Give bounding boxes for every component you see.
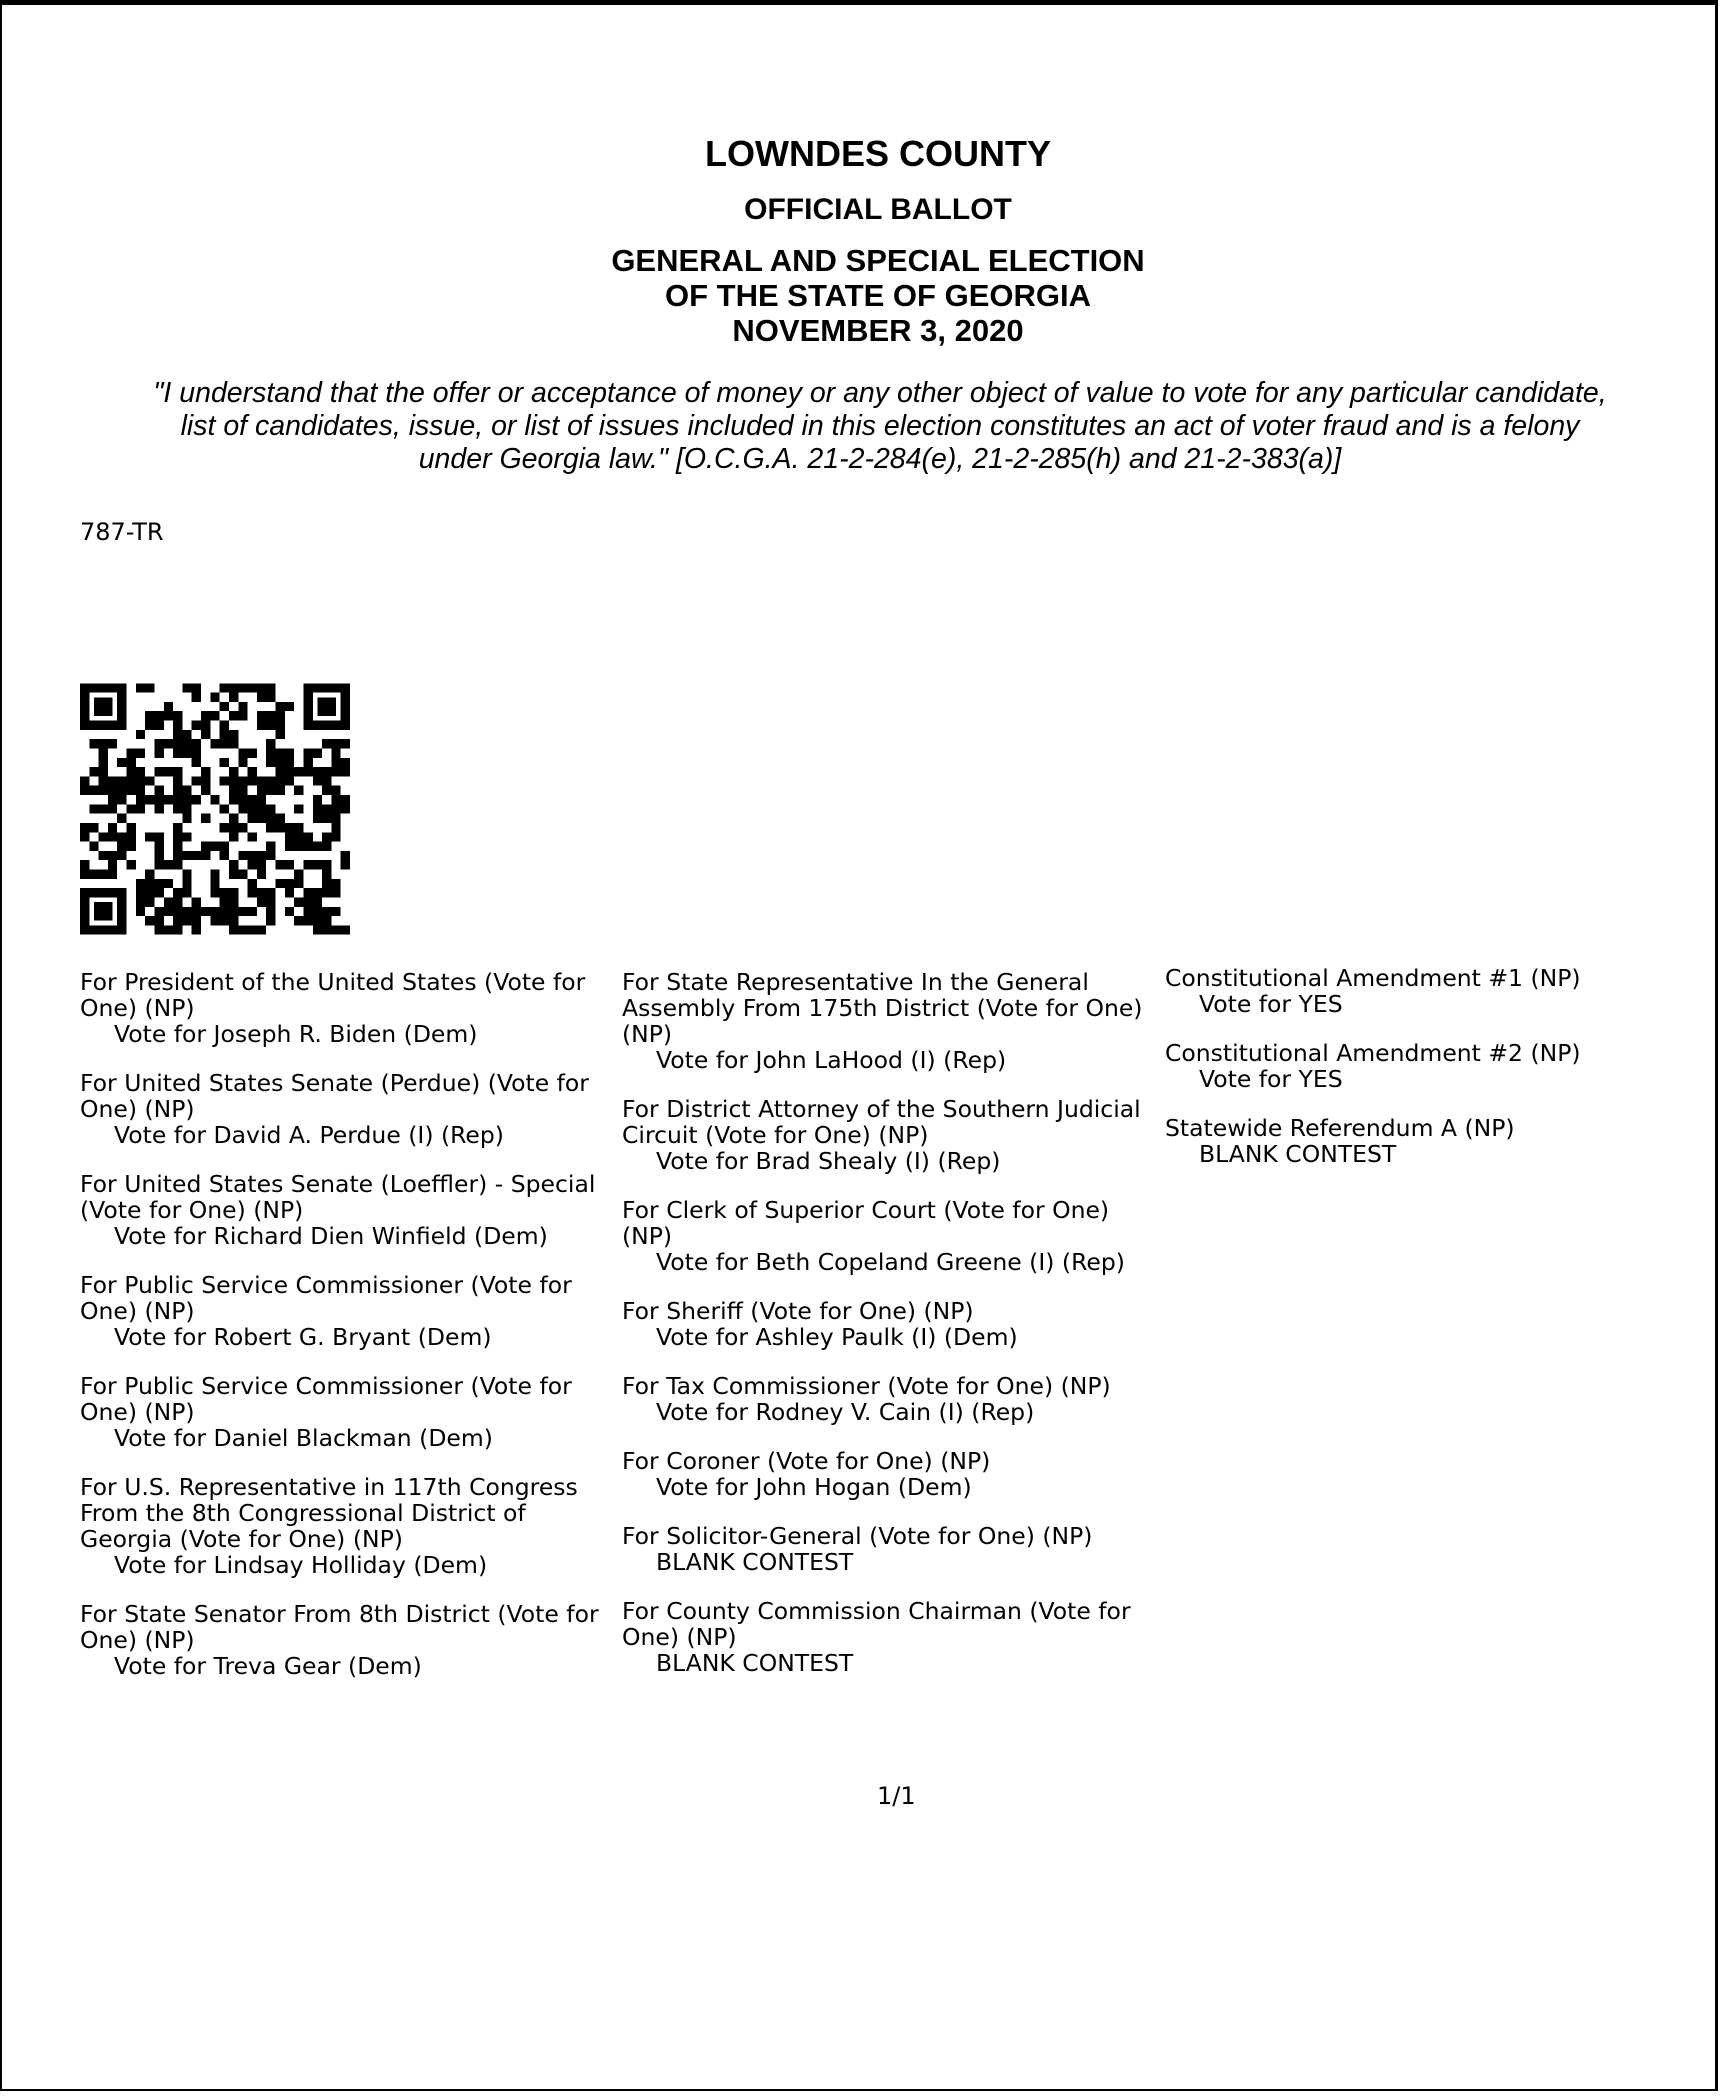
contest-block	[80, 1272, 610, 1350]
contest-block	[80, 1171, 610, 1249]
contest-column-3	[1165, 965, 1725, 1190]
contest-title: Constitutional Amendment #1 (NP)	[1165, 964, 1581, 992]
contest-block	[622, 1298, 1162, 1350]
contest-title: For District Attorney of the Southern Judicial Circuit (Vote for One) (NP)	[622, 1095, 1141, 1149]
contest-title: For U.S. Representative in 117th Congress From the 8th Congressional District of Georgia (Vote for One) (NP)	[80, 1473, 578, 1553]
contest-block	[1165, 1115, 1725, 1167]
oath-line: list of candidates, issue, or list of issues included in this election constitutes an act of voter fraud and is a felony	[180, 410, 1580, 442]
contest-selection: Vote for David A. Perdue (I) (Rep)	[114, 1121, 504, 1149]
contest-title: For Tax Commissioner (Vote for One) (NP)	[622, 1372, 1111, 1400]
contest-selection: Vote for Brad Shealy (I) (Rep)	[656, 1147, 1001, 1175]
contest-selection: Vote for YES	[1199, 1065, 1343, 1093]
contest-block	[1165, 1040, 1725, 1092]
contest-block	[80, 1070, 610, 1148]
contest-title: For United States Senate (Loeffler) - Special (Vote for One) (NP)	[80, 1170, 596, 1224]
contest-column-2	[622, 969, 1162, 1699]
contest-title: For Sheriff (Vote for One) (NP)	[622, 1297, 974, 1325]
contest-selection: Vote for John Hogan (Dem)	[656, 1473, 972, 1501]
contest-title: For County Commission Chairman (Vote for One) (NP)	[622, 1597, 1131, 1651]
contest-column-1	[80, 969, 610, 1702]
qr-code	[80, 683, 350, 935]
contest-selection: Vote for Ashley Paulk (I) (Dem)	[656, 1323, 1018, 1351]
contest-selection: BLANK CONTEST	[656, 1649, 854, 1677]
oath-line: "I understand that the offer or acceptance of money or any other object of value to vote for any particular candidate,	[153, 377, 1607, 409]
contest-selection: Vote for Lindsay Holliday (Dem)	[114, 1551, 488, 1579]
election-title-line2: OF THE STATE OF GEORGIA	[665, 278, 1091, 313]
contest-title: For United States Senate (Perdue) (Vote for One) (NP)	[80, 1069, 589, 1123]
contest-block	[80, 1474, 610, 1578]
election-date: NOVEMBER 3, 2020	[732, 313, 1024, 348]
contest-block	[622, 1197, 1162, 1275]
contest-selection: Vote for Joseph R. Biden (Dem)	[114, 1020, 478, 1048]
contest-block	[622, 1598, 1162, 1676]
contest-selection: Vote for Rodney V. Cain (I) (Rep)	[656, 1398, 1035, 1426]
voter-fraud-oath	[60, 377, 1700, 476]
ballot-type-title: OFFICIAL BALLOT	[744, 193, 1012, 226]
contest-selection: Vote for Richard Dien Winfield (Dem)	[114, 1222, 548, 1250]
contest-selection: BLANK CONTEST	[656, 1548, 854, 1576]
contest-block	[1165, 965, 1725, 1017]
contest-block	[622, 1373, 1162, 1425]
contest-title: Statewide Referendum A (NP)	[1165, 1114, 1515, 1142]
contest-block	[80, 969, 610, 1047]
contest-selection: Vote for YES	[1199, 990, 1343, 1018]
contest-block	[622, 969, 1162, 1073]
oath-line: under Georgia law." [O.C.G.A. 21-2-284(e), 21-2-285(h) and 21-2-383(a)]	[418, 443, 1342, 475]
contest-title: For Coroner (Vote for One) (NP)	[622, 1447, 991, 1475]
election-title-line1: GENERAL AND SPECIAL ELECTION	[611, 243, 1145, 278]
contest-selection: Vote for Treva Gear (Dem)	[114, 1652, 422, 1680]
contest-title: For Public Service Commissioner (Vote for One) (NP)	[80, 1372, 572, 1426]
contest-block	[622, 1448, 1162, 1500]
contest-title: Constitutional Amendment #2 (NP)	[1165, 1039, 1581, 1067]
contest-block	[80, 1373, 610, 1451]
contest-title: For Solicitor-General (Vote for One) (NP)	[622, 1522, 1093, 1550]
contest-selection: Vote for John LaHood (I) (Rep)	[656, 1046, 1007, 1074]
election-title	[0, 243, 1728, 348]
contest-title: For State Representative In the General Assembly From 175th District (Vote for One) (NP)	[622, 968, 1143, 1048]
contest-selection: Vote for Beth Copeland Greene (I) (Rep)	[656, 1248, 1125, 1276]
county-title: LOWNDES COUNTY	[705, 133, 1051, 174]
contest-title: For Clerk of Superior Court (Vote for One) (NP)	[622, 1196, 1110, 1250]
contest-block	[622, 1523, 1162, 1575]
contest-title: For Public Service Commissioner (Vote for One) (NP)	[80, 1271, 572, 1325]
ballot-style-id: 787-TR	[80, 518, 164, 546]
contest-selection: BLANK CONTEST	[1199, 1140, 1397, 1168]
contest-block	[80, 1601, 610, 1679]
contest-selection: Vote for Robert G. Bryant (Dem)	[114, 1323, 492, 1351]
contest-title: For State Senator From 8th District (Vote for One) (NP)	[80, 1600, 599, 1654]
contest-title: For President of the United States (Vote for One) (NP)	[80, 968, 586, 1022]
contest-block	[622, 1096, 1162, 1174]
page-number: 1/1	[877, 1782, 916, 1810]
contest-selection: Vote for Daniel Blackman (Dem)	[114, 1424, 493, 1452]
